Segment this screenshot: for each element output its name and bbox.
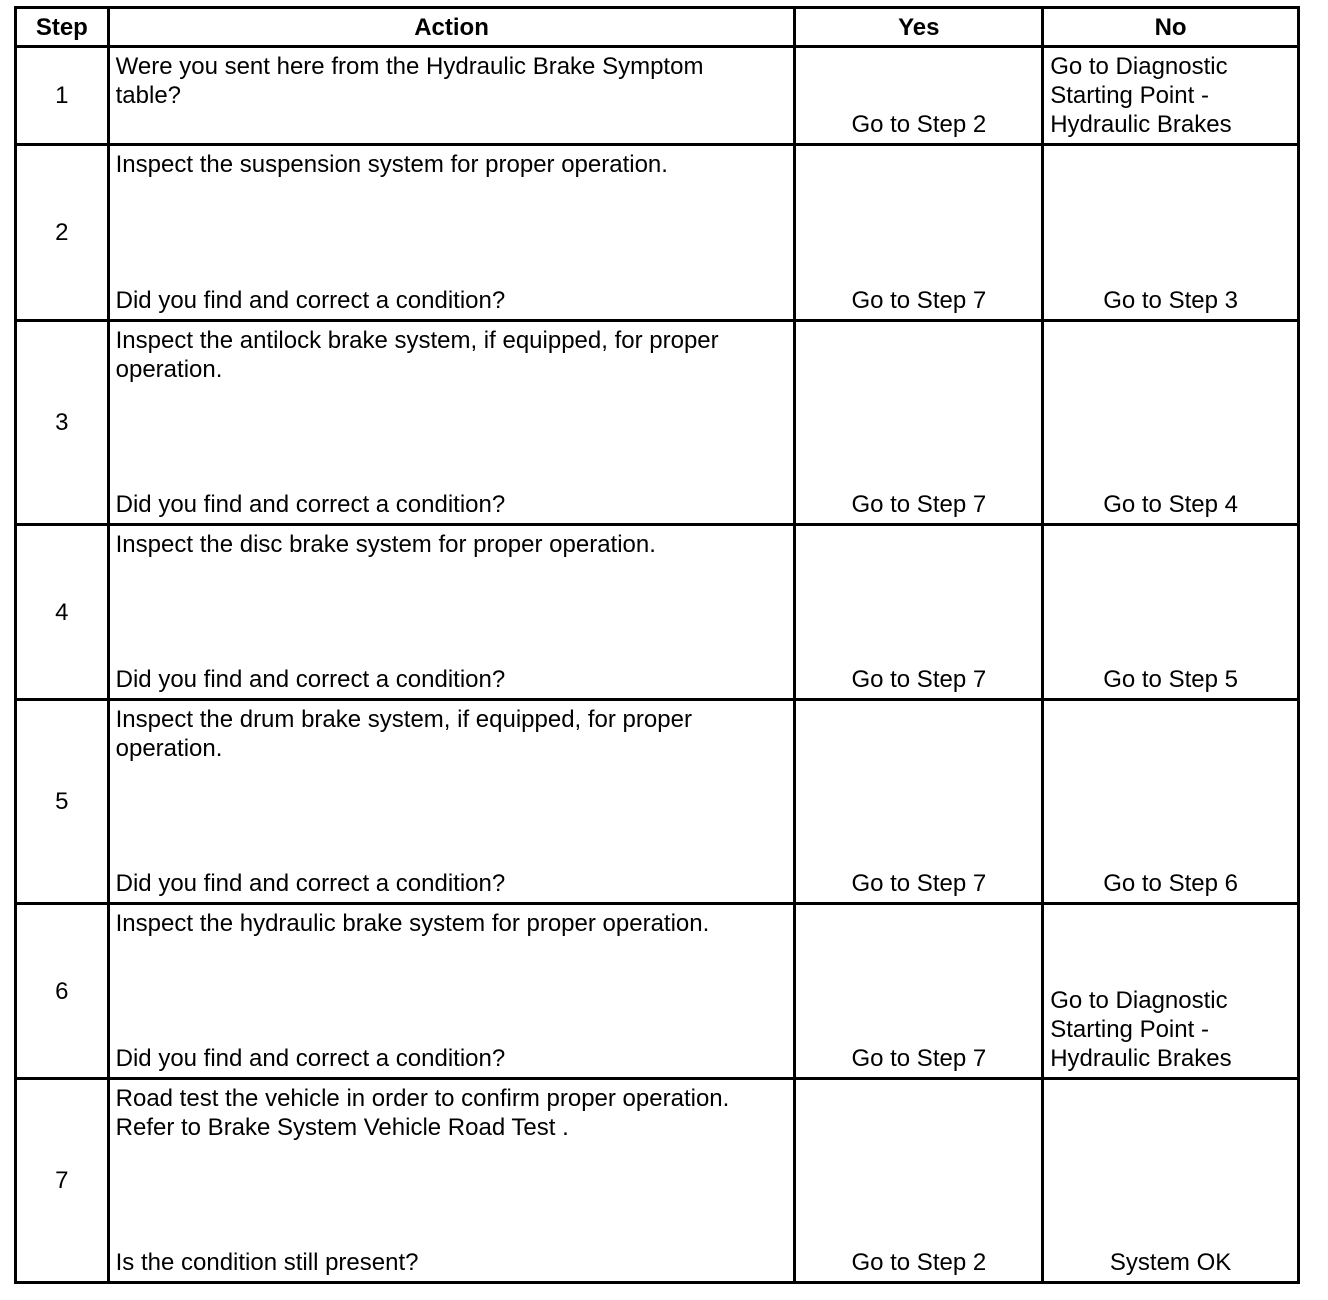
table-row [16, 525, 1299, 700]
action-question: Did you find and correct a condition? [115, 1045, 506, 1072]
yes-cell: Go to Step 7 [795, 321, 1043, 525]
table-row [16, 700, 1299, 904]
action-text: Were you sent here from the Hydraulic Brake Symptom table? [115, 53, 704, 109]
action-text: Inspect the antilock brake system, if equipped, for proper operation. [115, 327, 719, 383]
action-cell [108, 1079, 795, 1283]
no-cell: Go to Step 6 [1043, 700, 1299, 904]
step-number: 5 [16, 700, 109, 904]
table-header-row [16, 8, 1299, 47]
step-number: 3 [16, 321, 109, 525]
header-step: Step [16, 8, 109, 47]
table-row [16, 145, 1299, 321]
yes-cell: Go to Step 7 [795, 145, 1043, 321]
action-question: Is the condition still present? [115, 1249, 419, 1276]
action-cell [108, 321, 795, 525]
table-row [16, 1079, 1299, 1283]
action-question: Did you find and correct a condition? [115, 666, 506, 693]
no-cell: Go to Diagnostic Starting Point - Hydraulic Brakes [1043, 47, 1299, 145]
action-text: Inspect the hydraulic brake system for proper operation. [115, 910, 710, 937]
action-text: Inspect the suspension system for proper operation. [115, 151, 668, 178]
no-cell: Go to Diagnostic Starting Point - Hydraulic Brakes [1043, 904, 1299, 1079]
diagnostic-table [14, 6, 1300, 1284]
step-number: 4 [16, 525, 109, 700]
yes-cell: Go to Step 2 [795, 47, 1043, 145]
action-cell [108, 525, 795, 700]
action-cell [108, 904, 795, 1079]
step-number: 7 [16, 1079, 109, 1283]
header-no: No [1043, 8, 1299, 47]
no-cell: Go to Step 4 [1043, 321, 1299, 525]
yes-cell: Go to Step 7 [795, 904, 1043, 1079]
no-cell: System OK [1043, 1079, 1299, 1283]
table-row [16, 321, 1299, 525]
action-question: Did you find and correct a condition? [115, 491, 506, 518]
step-number: 1 [16, 47, 109, 145]
step-number: 6 [16, 904, 109, 1079]
yes-cell: Go to Step 2 [795, 1079, 1043, 1283]
table-row [16, 904, 1299, 1079]
header-action: Action [108, 8, 795, 47]
yes-cell: Go to Step 7 [795, 525, 1043, 700]
action-cell [108, 700, 795, 904]
action-cell [108, 145, 795, 321]
no-cell: Go to Step 5 [1043, 525, 1299, 700]
action-cell [108, 47, 795, 145]
step-number: 2 [16, 145, 109, 321]
action-text: Inspect the disc brake system for proper operation. [115, 531, 656, 558]
action-text: Road test the vehicle in order to confirm proper operation. Refer to Brake System Vehicle Road Test . [115, 1085, 730, 1141]
no-cell: Go to Step 3 [1043, 145, 1299, 321]
table-row [16, 47, 1299, 145]
header-yes: Yes [795, 8, 1043, 47]
action-question: Did you find and correct a condition? [115, 870, 506, 897]
action-text: Inspect the drum brake system, if equipped, for proper operation. [115, 706, 692, 762]
yes-cell: Go to Step 7 [795, 700, 1043, 904]
action-question: Did you find and correct a condition? [115, 287, 506, 314]
